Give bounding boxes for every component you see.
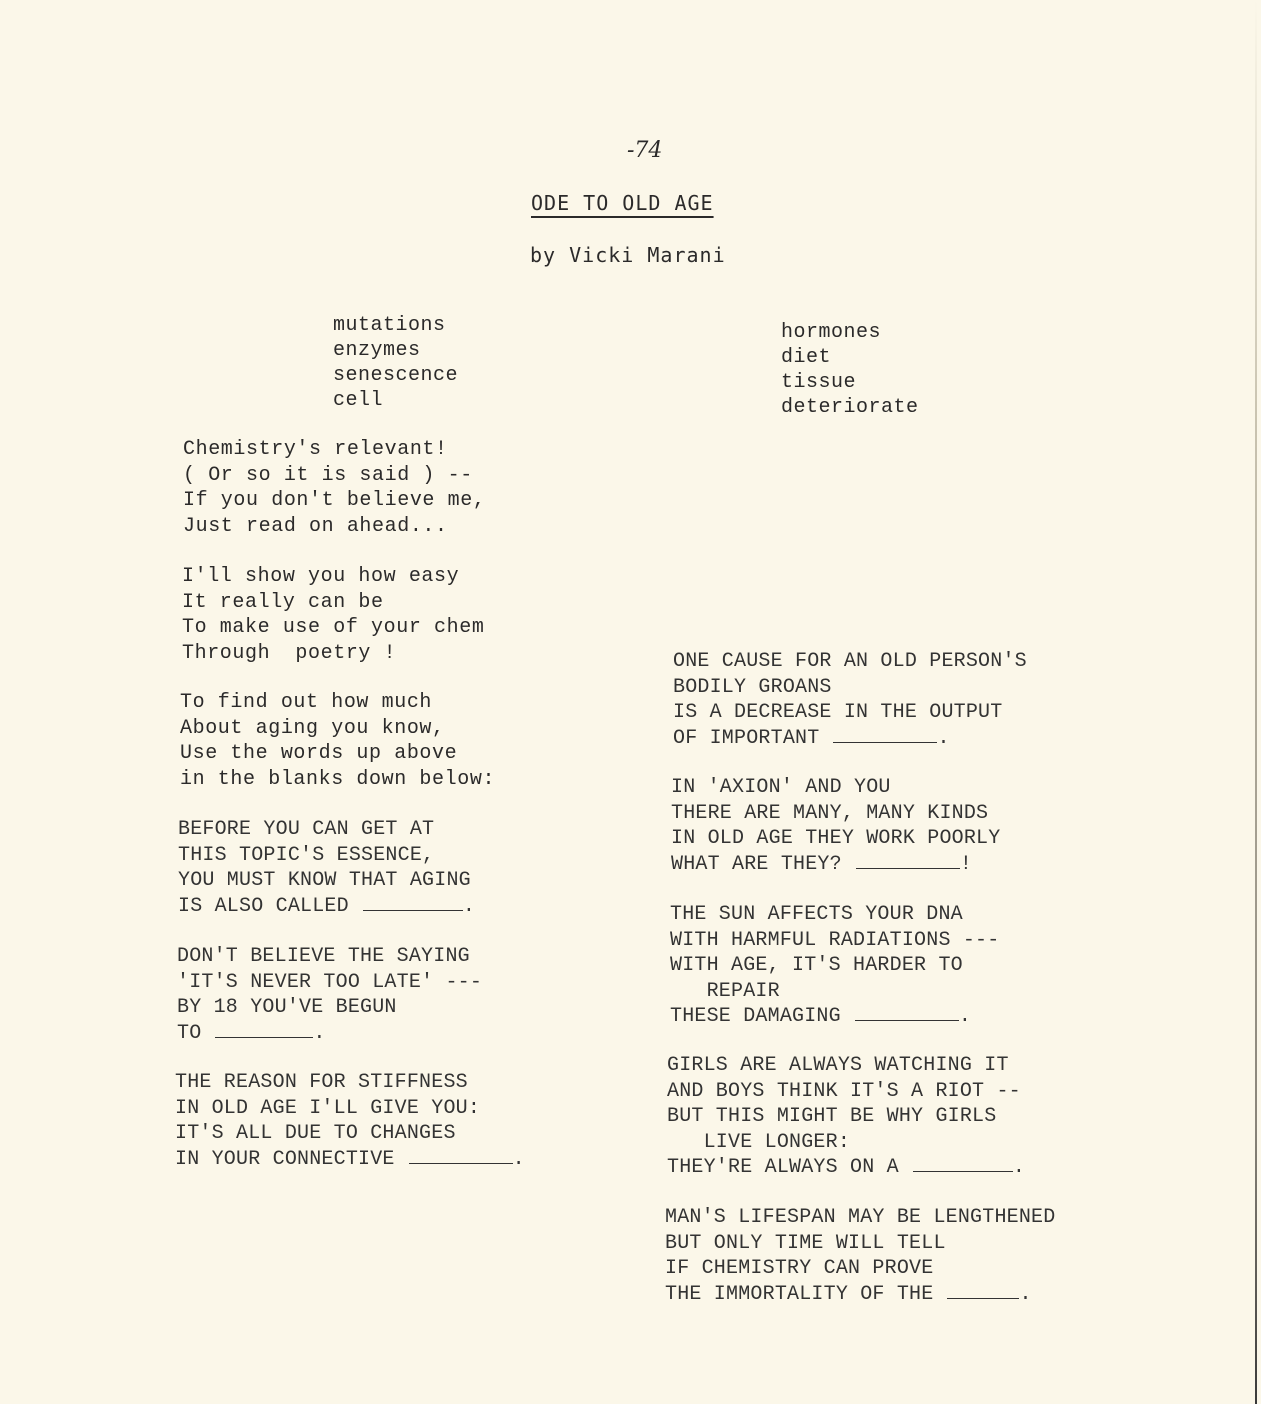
answer-blank[interactable] — [855, 1019, 959, 1021]
answer-blank[interactable] — [913, 1170, 1013, 1172]
poem-line: BEFORE YOU CAN GET AT — [178, 818, 435, 841]
word-bank-item: hormones — [781, 321, 882, 344]
poem-line: WHAT ARE THEY? — [671, 852, 842, 876]
line-end-punct: . — [937, 726, 950, 750]
poem-line: GIRLS ARE ALWAYS WATCHING IT — [667, 1054, 1009, 1077]
poem-line: IN OLD AGE THEY WORK POORLY — [671, 827, 1001, 850]
intro-stanza-3 — [180, 690, 495, 792]
line-end-punct: ! — [959, 852, 973, 876]
page-number: -74 — [627, 138, 663, 163]
poem-line: ( Or so it is said ) -- — [183, 463, 473, 487]
poem-line: If you don't believe me, — [183, 489, 486, 512]
question-8 — [665, 1205, 1055, 1307]
poem-line: About aging you know, — [180, 716, 445, 740]
word-bank-item: diet — [781, 346, 832, 369]
line-end-punct: . — [462, 894, 476, 918]
question-5 — [671, 775, 1000, 877]
poem-line: IF CHEMISTRY CAN PROVE — [665, 1257, 934, 1280]
answer-blank[interactable] — [363, 909, 463, 911]
line-end-punct: . — [1012, 1156, 1026, 1179]
poem-line: Through poetry ! — [182, 641, 397, 665]
answer-blank[interactable] — [215, 1036, 313, 1038]
intro-stanza-2 — [182, 564, 484, 666]
poem-line: BODILY GROANS — [673, 675, 832, 699]
line-end-punct: . — [313, 1021, 326, 1045]
poem-line: LIVE LONGER: — [667, 1130, 851, 1154]
poem-line: YOU MUST KNOW THAT AGING — [178, 869, 471, 892]
poem-line: Chemistry's relevant! — [183, 438, 448, 461]
poem-line: TO — [177, 1021, 202, 1045]
word-bank-item: deteriorate — [781, 396, 919, 419]
line-end-punct: . — [1019, 1282, 1032, 1306]
answer-blank[interactable] — [947, 1297, 1019, 1299]
question-7 — [667, 1053, 1025, 1181]
poem-line: OF IMPORTANT — [673, 726, 820, 750]
poem-line: It really can be — [182, 590, 384, 614]
poem-line: REPAIR — [670, 979, 780, 1003]
question-3 — [175, 1070, 525, 1172]
line-end-punct: . — [958, 1005, 972, 1028]
poem-line: ONE CAUSE FOR AN OLD PERSON'S — [673, 650, 1027, 673]
poem-line: THE REASON FOR STIFFNESS — [175, 1071, 468, 1094]
poem-line: WITH HARMFUL RADIATIONS --- — [670, 928, 1000, 952]
answer-blank[interactable] — [856, 867, 960, 869]
poem-line: THERE ARE MANY, MANY KINDS — [671, 801, 989, 825]
poem-line: Just read on ahead... — [183, 514, 448, 538]
poem-line: THEY'RE ALWAYS ON A — [667, 1156, 899, 1179]
question-1 — [178, 817, 475, 919]
word-bank-item: cell — [333, 389, 384, 412]
poem-line: To make use of your chem — [182, 616, 485, 639]
poem-line: in the blanks down below: — [180, 767, 496, 791]
poem-line: IS ALSO CALLED — [178, 894, 349, 918]
question-6 — [670, 902, 999, 1030]
word-bank-right — [781, 320, 919, 420]
poem-line: IN YOUR CONNECTIVE — [175, 1147, 395, 1171]
poem-line: BY 18 YOU'VE BEGUN — [177, 996, 397, 1019]
poem-line: IT'S ALL DUE TO CHANGES — [175, 1122, 456, 1145]
poem-line: IS A DECREASE IN THE OUTPUT — [673, 701, 1003, 724]
poem-author: by Vicki Marani — [530, 243, 726, 267]
poem-line: THE SUN AFFECTS YOUR DNA — [670, 903, 963, 926]
answer-blank[interactable] — [409, 1162, 513, 1164]
word-bank-item: mutations — [333, 314, 446, 337]
question-2 — [177, 944, 482, 1046]
poem-line: To find out how much — [180, 691, 433, 714]
line-end-punct: . — [512, 1147, 525, 1171]
poem-line: 'IT'S NEVER TOO LATE' --- — [177, 970, 483, 994]
poem-line: DON'T BELIEVE THE SAYING — [177, 945, 470, 968]
poem-line: WITH AGE, IT'S HARDER TO — [670, 954, 963, 977]
poem-line: THESE DAMAGING — [670, 1005, 841, 1028]
page-edge — [1255, 0, 1257, 1404]
word-bank-item: enzymes — [333, 339, 421, 362]
poem-line: IN 'AXION' AND YOU — [671, 776, 891, 799]
poem-line: AND BOYS THINK IT'S A RIOT -- — [667, 1079, 1021, 1103]
poem-line: I'll show you how easy — [182, 565, 460, 588]
poem-line: MAN'S LIFESPAN MAY BE LENGTHENED — [665, 1206, 1056, 1229]
poem-title: ODE TO OLD AGE — [531, 191, 714, 215]
poem-line: IN OLD AGE I'LL GIVE YOU: — [175, 1096, 481, 1120]
poem-line: BUT THIS MIGHT BE WHY GIRLS — [667, 1105, 997, 1128]
word-bank-item: tissue — [781, 371, 857, 394]
word-bank-item: senescence — [333, 364, 459, 387]
poem-line: THIS TOPIC'S ESSENCE, — [178, 843, 435, 867]
intro-stanza-1 — [183, 437, 485, 539]
poem-line: BUT ONLY TIME WILL TELL — [665, 1231, 946, 1255]
poem-line: Use the words up above — [180, 742, 458, 765]
poem-line: THE IMMORTALITY OF THE — [665, 1282, 934, 1306]
question-4 — [673, 649, 1027, 751]
answer-blank[interactable] — [833, 741, 937, 743]
word-bank-left — [333, 313, 458, 413]
